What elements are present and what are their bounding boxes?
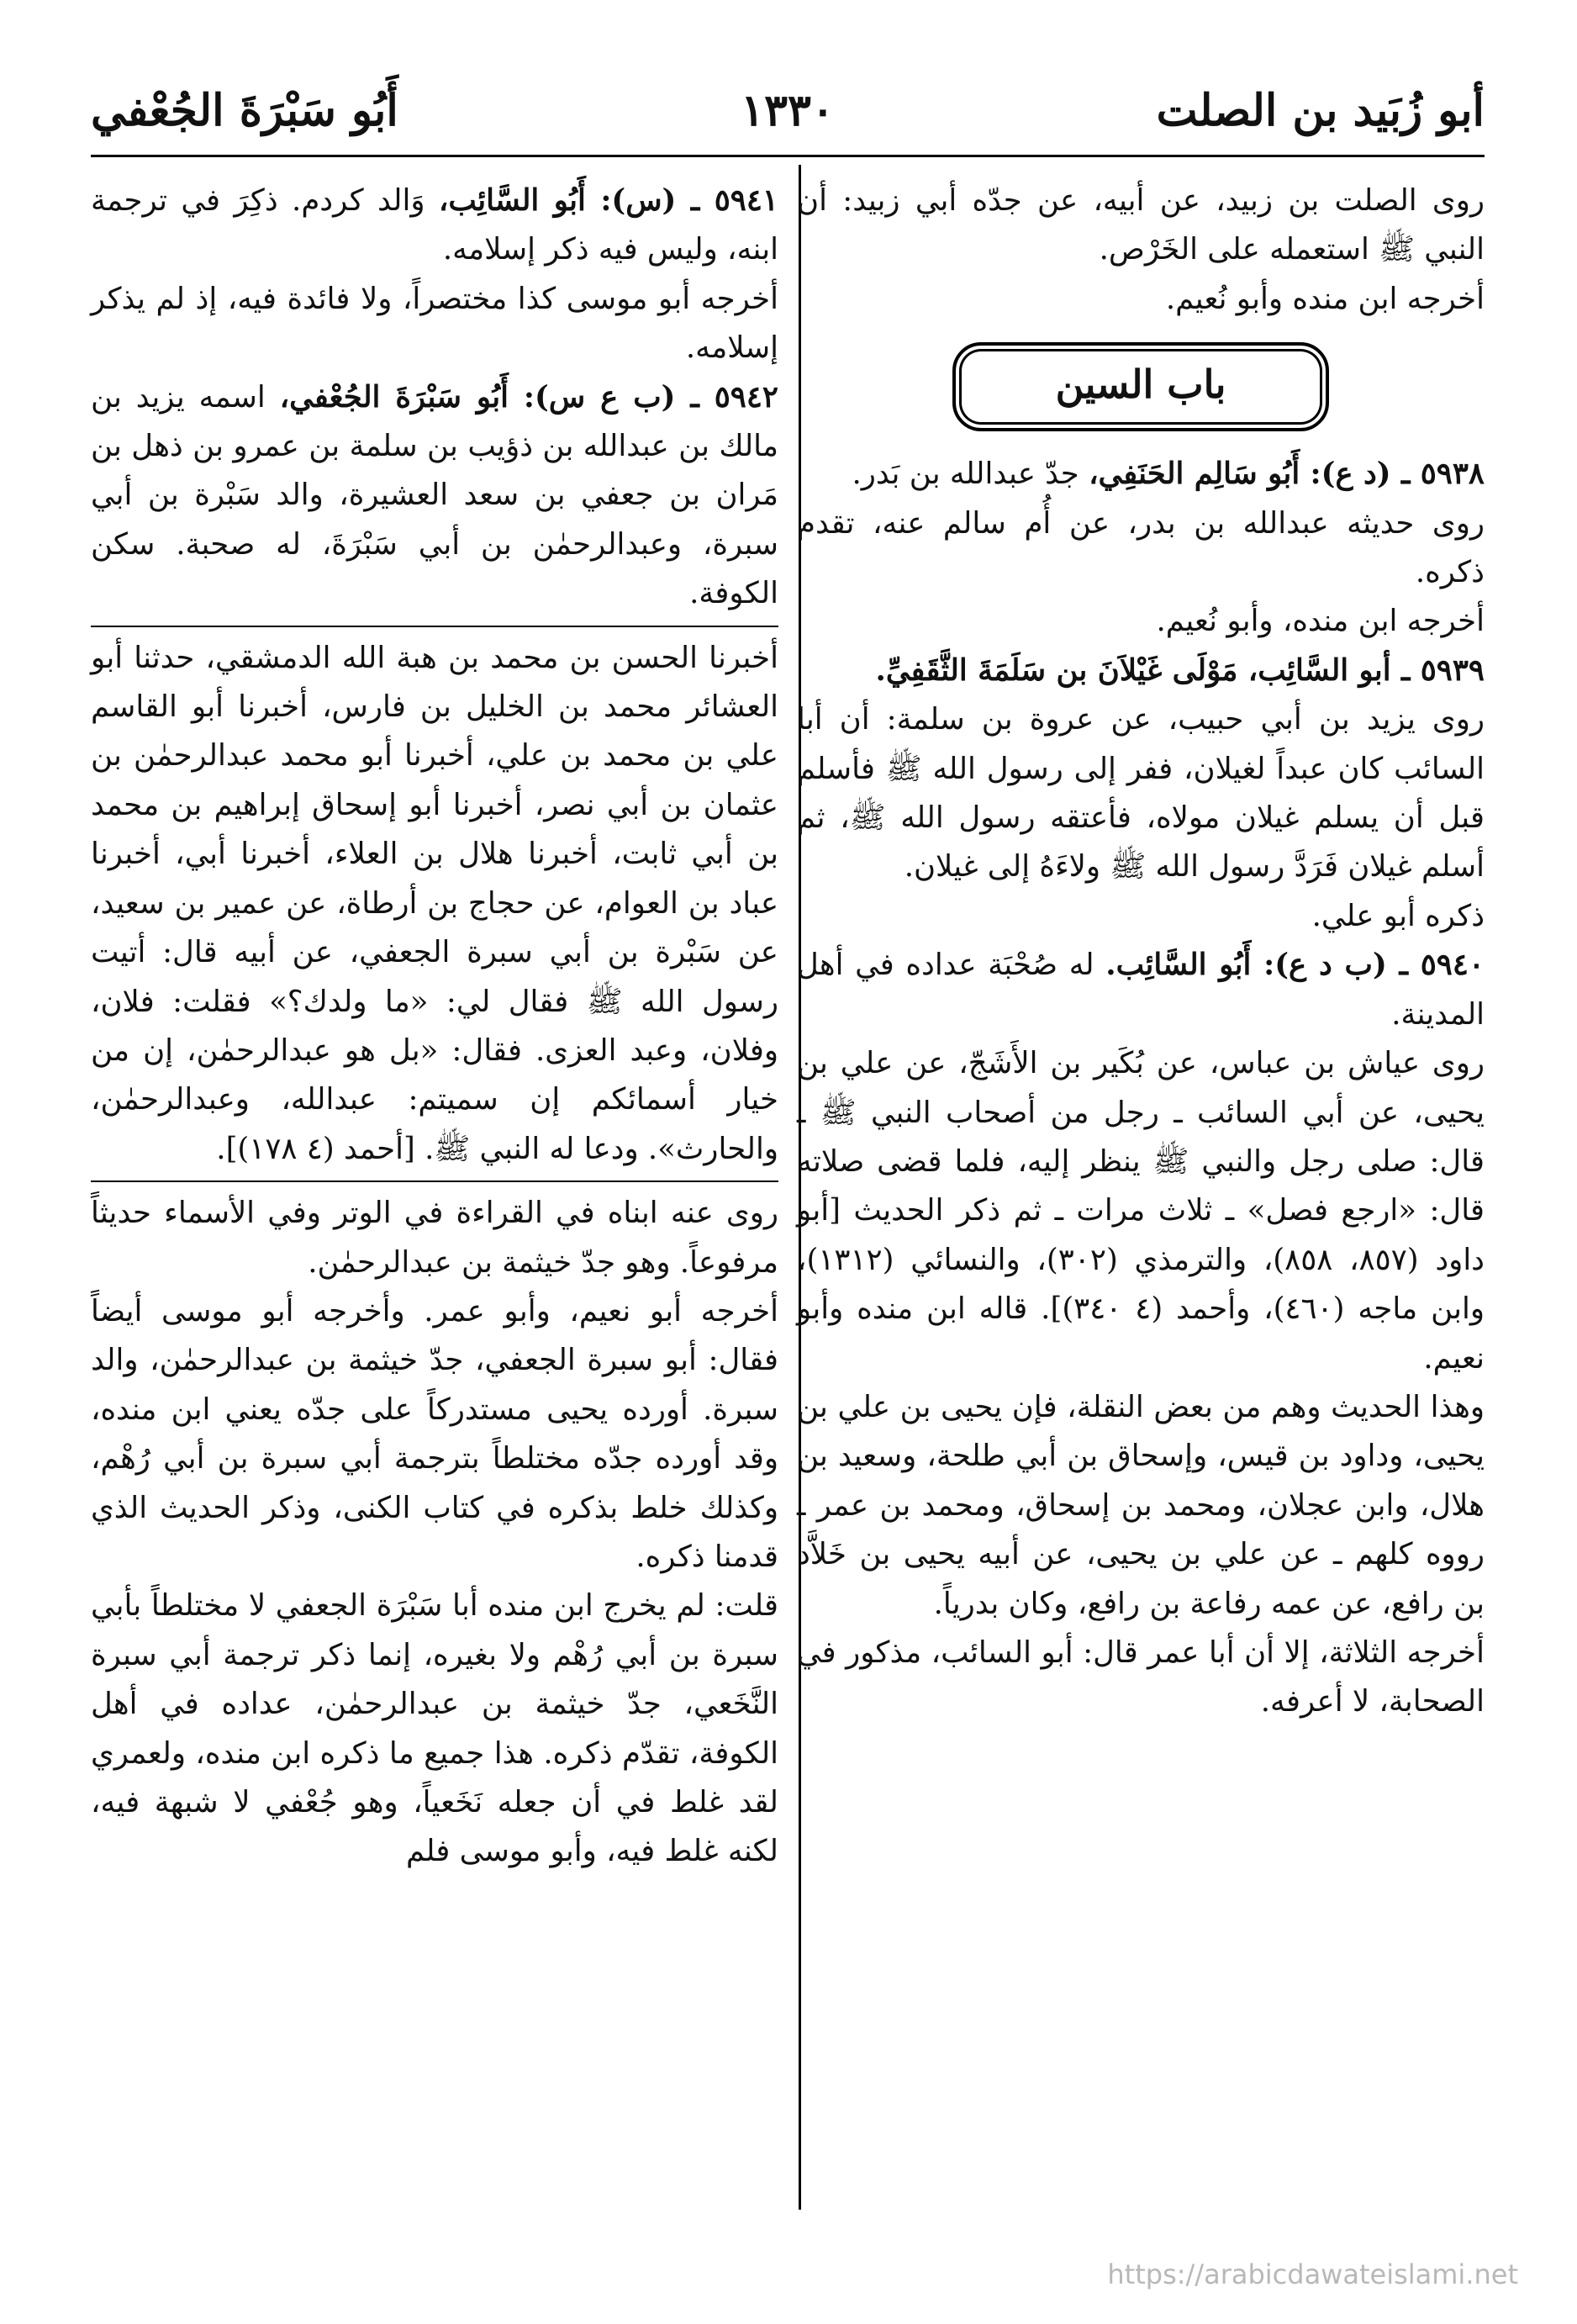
paragraph: أخرجه أبو نعيم، وأبو عمر. وأخرجه أبو موسى أيضاً فقال: أبو سبرة الجعفي، جدّ خيثمة بن عبدالرحمٰن، والد سبرة. أورده يحيى مستدركاً على جدّه يعني ابن منده، وقد أورده جدّه مختلطاً بترجمة أبي سبرة بن أبي رُهْم، وكذلك خلط بذكره في كتاب الكنى، وذكر الحديث الذي قدمنا ذكره. <box>91 1293 778 1574</box>
paragraph: قلت: لم يخرج ابن منده أبا سَبْرَة الجعفي لا مختلطاً بأبي سبرة بن أبي رُهْم ولا بغيره، إنما ذكر ترجمة أبي سبرة النَّخَعي، جدّ خيثمة بن عبدالرحمٰن، عداده في أهل الكوفة، تقدّم ذكره. هذا جميع ما ذكره ابن منده، ولعمري لقد غلط في أن جعله نَخَعياً، وهو جُعْفي لا شبهة فيه، لكنه غلط فيه، وأبو موسى فلم <box>91 1588 778 1869</box>
entry-text: وَالد كردم. ذكِرَ في ترجمة ابنه، وليس فيه ذكر إسلامه. <box>91 183 778 267</box>
entry-text: جدّ عبدالله بن بَدر. <box>852 457 1079 492</box>
entry-text: له صُحْبَة عداده في أهل المدينة. <box>797 948 1485 1032</box>
entry-5939: ٥٩٣٩ ـ أبو السَّائِب، مَوْلَى غَيْلاَنَ بن سَلَمَةَ الثَّقَفِيِّ. <box>875 652 1485 688</box>
header-left-title: أَبُو سَبْرَةَ الجُعْفي <box>91 85 398 136</box>
paragraph: أخرجه ابن منده، وأبو نُعيم. <box>1156 604 1485 639</box>
section-rule <box>91 626 778 627</box>
entry-heading: ٥٩٤١ ـ (س): أَبُو السَّائِب، <box>438 183 778 218</box>
page-number: ١٣٣٠ <box>741 85 835 136</box>
chapter-heading <box>797 324 1485 450</box>
entry-heading: ٥٩٤٢ ـ (ب ع س): أَبُو سَبْرَةَ الجُعْفي، <box>279 379 778 415</box>
header-rule <box>91 155 1485 157</box>
paragraph: وهذا الحديث وهم من بعض النقلة، فإن يحيى بن علي بن يحيى، وداود بن قيس، وإسحاق بن أبي طلحة، وسعيد بن هلال، وابن عجلان، ومحمد بن إسحاق، ومحمد بن عمر ـ رووه كلهم ـ عن علي بن يحيى، عن أبيه يحيى بن خَلاَّد بن رافع، عن عمه رفاعة بن رافع، وكان بدرياً. <box>797 1389 1485 1621</box>
paragraph: روى يزيد بن أبي حبيب، عن عروة بن سلمة: أن أبا السائب كان عبداً لغيلان، ففر إلى رسول الله ﷺ فأسلم قبل أن يسلم غيلان مولاه، فأعتقه رسول الله ﷺ، ثم أسلم غيلان فَرَدَّ رسول الله ﷺ ولاءَهُ إلى غيلان. <box>797 702 1485 885</box>
paragraph: روى عياش بن عباس، عن بُكَير بن الأَشَجّ، عن علي بن يحيى، عن أبي السائب ـ رجل من أصحاب النبي ﷺ ـ قال: صلى رجل والنبي ﷺ ينظر إليه، فلما قضى صلاته قال: «ارجع فصل» ـ ثلاث مرات ـ ثم ذكر الحديث [أبو داود (٨٥٧، ٨٥٨)، والترمذي (٣٠٢)، والنسائي (١٣١٢)، وابن ماجه (٤٦٠)، وأحمد (٤ ٣٤٠)]. قاله ابن منده وأبو نعيم. <box>797 1046 1485 1376</box>
right-column <box>797 177 1485 1727</box>
entry-5938 <box>797 450 1485 499</box>
paragraph: أخرجه أبو موسى كذا مختصراً، ولا فائدة فيه، إذ لم يذكر إسلامه. <box>91 281 778 366</box>
paragraph: أخرجه الثلاثة، إلا أن أبا عمر قال: أبو السائب، مذكور في الصحابة، لا أعرفه. <box>797 1635 1485 1719</box>
entry-5940 <box>797 941 1485 1039</box>
running-header <box>91 77 1485 145</box>
entry-5941 <box>91 177 778 275</box>
entry-heading: ٥٩٣٨ ـ (د ع): أَبُو سَالِم الحَنَفِي، <box>1089 457 1485 492</box>
header-right-title: أبو زُبَيد بن الصلت <box>1156 85 1485 136</box>
entry-text: اسمه يزيد بن مالك بن عبدالله بن ذؤيب بن سلمة بن عمرو بن ذهل بن مَران بن جعفي بن سعد العشيرة، والد سَبْرة بن أبي سبرة، وعبدالرحمٰن بن أبي سَبْرَةَ، له صحبة. سكن الكوفة. <box>91 379 778 611</box>
paragraph: ذكره أبو علي. <box>1311 898 1485 933</box>
entry-heading: ٥٩٤٠ ـ (ب د ع): أَبُو السَّائِب. <box>1105 948 1485 983</box>
entry-5942 <box>91 373 778 619</box>
paragraph: روى عنه ابناه في القراءة في الوتر وفي الأسماء حديثاً مرفوعاً. وهو جدّ خيثمة بن عبدالرحمٰن. <box>91 1196 778 1280</box>
section-rule <box>91 1180 778 1182</box>
chapter-title-box: باب السين <box>952 342 1329 431</box>
paragraph: روى حديثه عبدالله بن بدر، عن أُم سالم عنه، تقدم ذكره. <box>797 505 1485 590</box>
paragraph: أخرجه ابن منده وأبو نُعيم. <box>1165 281 1485 316</box>
watermark-url: https://arabicdawateislami.net <box>1107 2258 1518 2290</box>
left-column <box>91 177 778 1877</box>
paragraph: روى الصلت بن زبيد، عن أبيه، عن جدّه أبي زبيد: أن النبي ﷺ استعمله على الخَرْص. <box>797 183 1485 267</box>
paragraph: أخبرنا الحسن بن محمد بن هبة الله الدمشقي، حدثنا أبو العشائر محمد بن الخليل بن فارس، أخبرنا أبو القاسم علي بن محمد بن علي، أخبرنا أبو محمد عبدالرحمٰن بن عثمان بن أبي نصر، أخبرنا أبو إسحاق إبراهيم بن محمد بن أبي ثابت، أخبرنا هلال بن العلاء، أخبرنا أبي، أخبرنا عباد بن العوام، عن حجاج بن أرطاة، عن عمير بن سعيد، عن سَبْرة بن أبي سبرة الجعفي، عن أبيه قال: أتيت رسول الله ﷺ فقال لي: «ما ولدك؟» فقلت: فلان، وفلان، وعبد العزى. فقال: «بل هو عبدالرحمٰن، إن من خيار أسمائكم إن سميتم: عبدالله، وعبدالرحمٰن، والحارث». ودعا له النبي ﷺ. [أحمد (٤ ١٧٨)]. <box>91 640 778 1166</box>
